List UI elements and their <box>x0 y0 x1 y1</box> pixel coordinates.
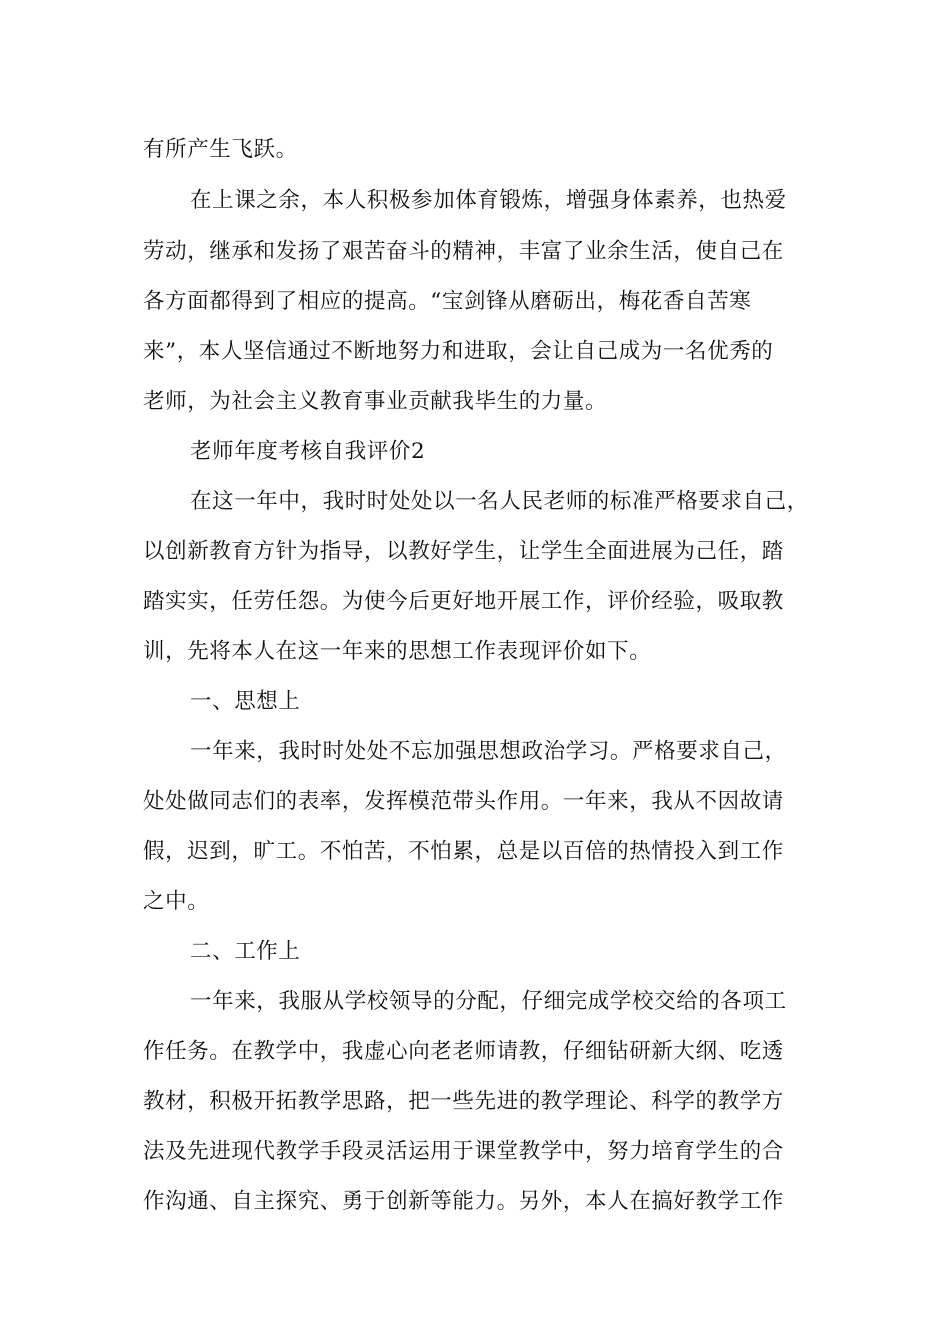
text-line: 劳动，继承和发扬了艰苦奋斗的精神，丰富了业余生活，使自己在 <box>143 239 784 264</box>
text-line: 各方面都得到了相应的提高。“宝剑锋从磨砺出，梅花香自苦寒 <box>143 289 752 314</box>
text-line: 假，迟到，旷工。不怕苦，不怕累，总是以百倍的热情投入到工作 <box>143 839 784 864</box>
text-line: 在这一年中，我时时处处以一名人民老师的标准严格要求自己， <box>190 489 809 514</box>
text-line: 踏实实，任劳任怨。为使今后更好地开展工作，评价经验，吸取教 <box>143 589 784 614</box>
text-line: 来”，本人坚信通过不断地努力和进取，会让自己成为一名优秀的 <box>143 339 774 364</box>
text-line: 一年来，我时时处处不忘加强思想政治学习。严格要求自己， <box>190 739 787 764</box>
text-line: 训，先将本人在这一年来的思想工作表现评价如下。 <box>143 639 652 664</box>
text-line: 以创新教育方针为指导，以教好学生，让学生全面进展为己任，踏 <box>143 539 784 564</box>
text-line: 老师，为社会主义教育事业贡献我毕生的力量。 <box>143 389 608 414</box>
section-heading: 老师年度考核自我评价2 <box>190 439 426 464</box>
text-line: 在上课之余，本人积极参加体育锻炼，增强身体素养，也热爱 <box>190 188 787 213</box>
text-line: 作任务。在教学中，我虚心向老老师请教，仔细钻研新大纲、吃透 <box>143 1039 784 1064</box>
text-line: 作沟通、自主探究、勇于创新等能力。另外，本人在搞好教学工作 <box>143 1189 784 1214</box>
text-line: 处处做同志们的表率，发挥模范带头作用。一年来，我从不因故请 <box>143 789 784 814</box>
text-line: 一年来，我服从学校领导的分配，仔细完成学校交给的各项工 <box>190 989 787 1014</box>
text-line: 教材，积极开拓教学思路，把一些先进的教学理论、科学的教学方 <box>143 1089 784 1114</box>
text-line: 有所产生飞跃。 <box>143 137 298 162</box>
text-line: 之中。 <box>143 889 210 914</box>
text-line: 法及先进现代教学手段灵活运用于课堂教学中，努力培育学生的合 <box>143 1139 784 1164</box>
section-heading: 二、工作上 <box>190 939 301 964</box>
section-heading: 一、思想上 <box>190 689 301 714</box>
